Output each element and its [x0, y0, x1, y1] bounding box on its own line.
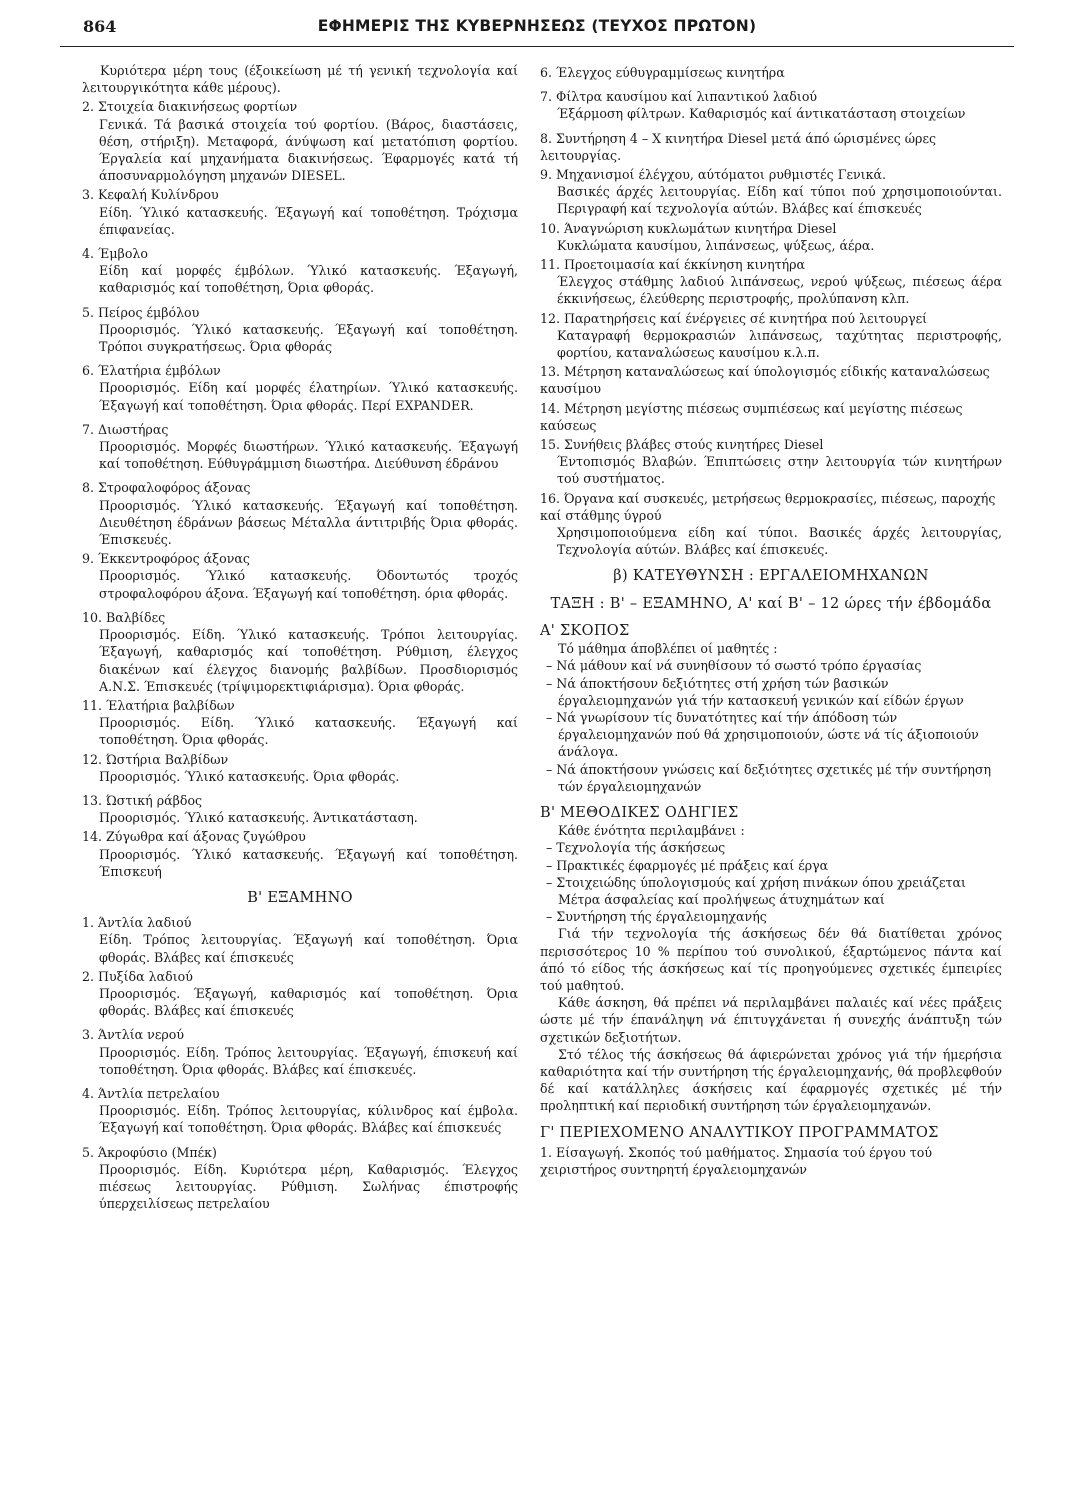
section-heading: 12. Ώστήρια Βαλβίδων	[82, 751, 229, 767]
section-heading: 8. Στροφαλοφόρος άξονας	[82, 480, 251, 496]
section-heading: 5. Άκροφύσιο (Μπέκ)	[82, 1144, 217, 1160]
section-heading: 10. Βαλβίδες	[82, 609, 166, 625]
paragraph: Γιά τήν τεχνολογία τής άσκήσεως δέν θά διατίθεται χρόνος περισσότερος 10 % περίπου τού συνολικού, έξαρτώμενος πάντα καί άπό τό είδος τής άσκήσεως καί τίς προηγούμενες σχετικές έμπειρίες τού μαθητού.	[540, 926, 1002, 993]
section-body: Προορισμός. Είδη καί μορφές έλατηρίων. Ύλικό κατασκευής. Έξαγωγή καί τοποθέτηση. Όρια φθοράς. Περί EXPANDER.	[99, 380, 518, 413]
section-body: Είδη καί μορφές έμβόλων. Ύλικό κατασκευής. Έξαγωγή, καθαρισμός καί τοποθέτηση, Όρια φθοράς.	[99, 263, 518, 296]
right-column	[540, 62, 1002, 1178]
paragraph: Κυριότερα μέρη τους (έξοικείωση μέ τή γενική τεχνολογία καί λειτουργικότητα κάθε μέρους).	[82, 63, 518, 96]
section-body: Έντοπισμός Βλαβών. Έπιπτώσεις στην λειτουργία τών κινητήρων τού συστήματος.	[557, 454, 1002, 487]
paragraph: Κάθε άσκηση, θά πρέπει νά περιλαμβάνει παλαιές καί νέες πράξεις ώστε μέ τήν έπανάληψη νά έπιτυγχάνεται ή συνεχής άνάπτυξη τών σχετικών δεξιοτήτων.	[540, 995, 1002, 1045]
section-heading: 13. Ώστική ράβδος	[82, 792, 203, 808]
section-heading: 3. Κεφαλή Κυλίνδρου	[82, 187, 219, 203]
section-heading: 3. Άντλία νερού	[82, 1027, 184, 1043]
paragraph: Κάθε ένότητα περιλαμβάνει :	[558, 823, 745, 839]
list-item: – Πρακτικές έφαρμογές μέ πράξεις καί έργα	[546, 857, 829, 873]
section-heading: 1. Άντλία λαδιού	[82, 915, 192, 931]
page-number: 864	[83, 17, 117, 36]
section-heading: 4. Έμβολο	[82, 246, 148, 262]
section-heading: 14. Μέτρηση μεγίστης πιέσεως συμπιέσεως καί μεγίστης πιέσεως καύσεως	[540, 400, 963, 433]
section-heading: 13. Μέτρηση καταναλώσεως καί ύπολογισμός είδικής καταναλώσεως καυσίμου	[540, 364, 990, 397]
section-heading: 6. Έλατήρια έμβόλων	[82, 363, 221, 379]
section-heading: 16. Όργανα καί συσκευές, μετρήσεως θερμοκρασίες, πιέσεως, παροχής καί στάθμης ύγρού	[540, 490, 996, 523]
section-body: Χρησιμοποιούμενα είδη καί τύποι. Βασικές άρχές λειτουργίας, Τεχνολογία αύτών. Βλάβες καί έπισκευές.	[557, 525, 1002, 558]
section-body: Έξάρμοση φίλτρων. Καθαρισμός καί άντικατάσταση στοιχείων	[557, 106, 966, 122]
section-heading: 2. Πυξίδα λαδιού	[82, 968, 193, 984]
list-item: – Νά μάθουν καί νά συνηθίσουν τό σωστό τρόπο έργασίας	[546, 658, 922, 674]
section-body: Προορισμός. Ύλικό κατασκευής. Όδοντωτός τροχός στροφαλοφόρου άξονα. Έξαγωγή καί τοποθέτηση. όρια φθοράς.	[99, 568, 518, 601]
list-item: – Τεχνολογία τής άσκήσεως	[546, 840, 726, 856]
section-body: Προορισμός. Ύλικό κατασκευής. Όρια φθοράς.	[99, 768, 400, 784]
section-body: Προορισμός. Είδη. Τρόπος λειτουργίας, κύλινδρος καί έμβολα. Έξαγωγή καί τοποθέτηση. Όρια φθοράς. Βλάβες καί έπισκευές	[99, 1103, 518, 1136]
section-body: Προορισμός. Είδη. Ύλικό κατασκευής. Τρόποι λειτουργίας. Έξαγωγή, καθαρισμός καί τοποθέτηση. Ρύθμιση, έλεγχος διακένων καί έλεγχος διανομής βαλβίδων. Προσδιορισμός Α.Ν.Σ. Έπισκευές (τρίψιμορεκτιφιάρισμα). Όρια φθοράς.	[99, 627, 518, 694]
section-body: Προορισμός. Μορφές διωστήρων. Ύλικό κατασκευής. Έξαγωγή καί τοποθέτηση. Εύθυγράμμιση διωστήρα. Διεύθυνση έδράνου	[99, 439, 518, 472]
section-heading: 12. Παρατηρήσεις καί ένέργειες σέ κινητήρα πού λειτουργεί	[540, 310, 928, 326]
section-title: β) ΚΑΤΕΥΘΥΝΣΗ : ΕΡΓΑΛΕΙΟΜΗΧΑΝΩΝ	[613, 568, 929, 585]
page-header	[60, 18, 1014, 47]
section-heading: 8. Συντήρηση 4 – Χ κινητήρα Diesel μετά άπό ώρισμένες ώρες λειτουργίας.	[540, 130, 937, 163]
section-heading: 6. Έλεγχος εύθυγραμμίσεως κινητήρα	[540, 65, 785, 80]
paragraph: Στό τέλος τής άσκήσεως θά άφιερώνεται χρόνος γιά τήν ήμερήσια καθαριότητα καί τήν συντήρηση τής έργαλειομηχανής, θά προβλεφθούν δέ καί κατάλληλες άσκήσεις καί έφαρμογές σχετικές μέ τήν προληπτική καί περιοδική συντήρηση τών έργαλειομηχανών.	[540, 1046, 1002, 1114]
section-body: Προορισμός. Ύλικό κατασκευής. Έξαγωγή καί τοποθέτηση. Τρόποι συγκρατήσεως. Όρια φθοράς	[99, 321, 518, 355]
list-item: – Στοιχειώδης ύπολογισμούς καί χρήση πινάκων όπου χρειάζεται	[546, 874, 966, 890]
section-title: Γ' ΠΕΡΙΕΧΟΜΕΝΟ ΑΝΑΛΥΤΙΚΟΥ ΠΡΟΓΡΑΜΜΑΤΟΣ	[540, 1124, 939, 1141]
section-heading: 4. Άντλία πετρελαίου	[82, 1085, 220, 1101]
section-body: Καταγραφή θερμοκρασιών λιπάνσεως, ταχύτητας περιστροφής, φορτίου, καταναλώσεως καυσίμου κ.λ.π.	[557, 327, 1002, 361]
section-body: Προορισμός. Είδη. Ύλικό κατασκευής. Έξαγωγή καί τοποθέτηση. Όρια φθοράς.	[99, 715, 518, 748]
section-body: Έλεγχος στάθμης λαδιού λιπάνσεως, νερού ψύξεως, πιέσεως άέρα έκκινήσεως, έλεύθερης περιστροφής, προλύπανση κλπ.	[557, 274, 1002, 307]
section-body: Προορισμός. Ύλικό κατασκευής. Έξαγωγή καί τοποθέτηση. Διευθέτηση έδράνων βάσεως Μέταλλα άντιτριβής Όρια φθοράς. Έπισκευές.	[99, 497, 518, 548]
left-column	[82, 62, 518, 1212]
list-item: – Νά γνωρίσουν τίς δυνατότητες καί τήν άπόδοση τών έργαλειομηχανών πού θά χρησιμοποιούν, ώστε νά τίς άξιοποιούν άνάλογα.	[546, 709, 979, 760]
section-title: Α' ΣΚΟΠΟΣ	[540, 622, 630, 639]
list-item: – Νά άποκτήσουν δεξιότητες στή χρήση τών βασικών έργαλειομηχανών γιά τήν κατασκευή γενικών καί είδών έργων	[546, 675, 964, 708]
section-heading: 5. Πείρος έμβόλου	[82, 304, 200, 320]
section-body: Προορισμός. Είδη. Τρόπος λειτουργίας. Έξαγωγή, έπισκευή καί τοποθέτηση. Όρια φθοράς. Βλάβες καί έπισκευές.	[99, 1044, 518, 1077]
section-heading: 11. Έλατήρια βαλβίδων	[82, 697, 235, 713]
section-heading: 9. Μηχανισμοί έλέγχου, αύτόματοι ρυθμιστές Γενικά.	[540, 167, 886, 183]
section-body: Κυκλώματα καυσίμου, λιπάνσεως, ψύξεως, άέρα.	[557, 237, 875, 253]
section-body: Προορισμός. Ύλικό κατασκευής. Άντικατάσταση.	[99, 810, 418, 826]
section-heading: 10. Άναγνώριση κυκλωμάτων κινητήρα Diesel	[540, 220, 837, 236]
section-body: Προορισμός. Ύλικό κατασκευής. Έξαγωγή καί τοποθέτηση. Έπισκευή	[99, 846, 518, 879]
section-heading: 2. Στοιχεία διακινήσεως φορτίων	[82, 99, 298, 115]
list-item: Μέτρα άσφαλείας καί προλήψεως άτυχημάτων καί	[558, 891, 885, 907]
section-body: Προορισμός. Έξαγωγή, καθαρισμός καί τοποθέτηση. Όρια φθοράς. Βλάβες καί έπισκευές	[99, 985, 518, 1019]
journal-title: ΕΦΗΜΕΡΙΣ ΤΗΣ ΚΥΒΕΡΝΗΣΕΩΣ (ΤΕΥΧΟΣ ΠΡΩΤΟΝ)	[317, 17, 757, 35]
section-heading: 14. Ζύγωθρα καί άξονας ζυγώθρου	[82, 829, 306, 845]
section-title: Β' ΕΞΑΜΗΝΟ	[247, 889, 353, 906]
list-item: – Συντήρηση τής έργαλειομηχανής	[546, 909, 767, 925]
list-item: – Νά άποκτήσουν γνώσεις καί δεξιότητες σχετικές μέ τήν συντήρηση τών έργαλειομηχανών	[546, 761, 992, 794]
section-heading: 7. Φίλτρα καυσίμου καί λιπαντικού λαδιού	[540, 89, 818, 105]
section-body: Προορισμός. Είδη. Κυριότερα μέρη, Καθαρισμός. Έλεγχος πιέσεως λειτουργίας. Ρύθμιση. Σωλήνας έπιστροφής ύπερχειλίσεως πετρελαίου	[99, 1161, 518, 1212]
section-title: Β' ΜΕΘΟΔΙΚΕΣ ΟΔΗΓΙΕΣ	[540, 804, 739, 821]
section-heading: 11. Προετοιμασία καί έκκίνηση κινητήρα	[540, 257, 806, 273]
section-heading: 9. Έκκεντροφόρος άξονας	[82, 551, 250, 567]
section-body: Βασικές άρχές λειτουργίας. Είδη καί τύποι πού χρησιμοποιούνται. Περιγραφή καί τεχνολογία αύτών. Βλάβες καί έπισκευές	[557, 184, 1002, 217]
section-heading: 1. Είσαγωγή. Σκοπός τού μαθήματος. Σημασία τού έργου τού χειριστήρος συντηρητή έργαλειομηχανών	[540, 1144, 933, 1177]
section-heading: 7. Διωστήρας	[82, 421, 169, 437]
section-body: Γενικά. Τά βασικά στοιχεία τού φορτίου. (Βάρος, διαστάσεις, θέση, στήριξη). Μεταφορά, άνύψωση καί μετατόπιση φορτίου. Έργαλεία καί μηχανήματα διακινήσεως. Έφαρμογές κατά τή άποσυναρμολόγηση μηχανών DIESEL.	[99, 116, 518, 184]
section-title: ΤΑΞΗ : Β' – ΕΞΑΜΗΝΟ, Α' καί Β' – 12 ώρες τήν έβδομάδα	[550, 595, 992, 612]
paragraph: Τό μάθημα άποβλέπει οί μαθητές :	[558, 641, 778, 657]
section-heading: 15. Συνήθεις βλάβες στούς κινητήρες Diesel	[540, 437, 824, 453]
section-body: Είδη. Ύλικό κατασκευής. Έξαγωγή καί τοποθέτηση. Τρόχισμα έπιφανείας.	[99, 204, 518, 237]
section-body: Είδη. Τρόπος λειτουργίας. Έξαγωγή καί τοποθέτηση. Όρια φθοράς. Βλάβες καί έπισκευές	[99, 932, 518, 965]
